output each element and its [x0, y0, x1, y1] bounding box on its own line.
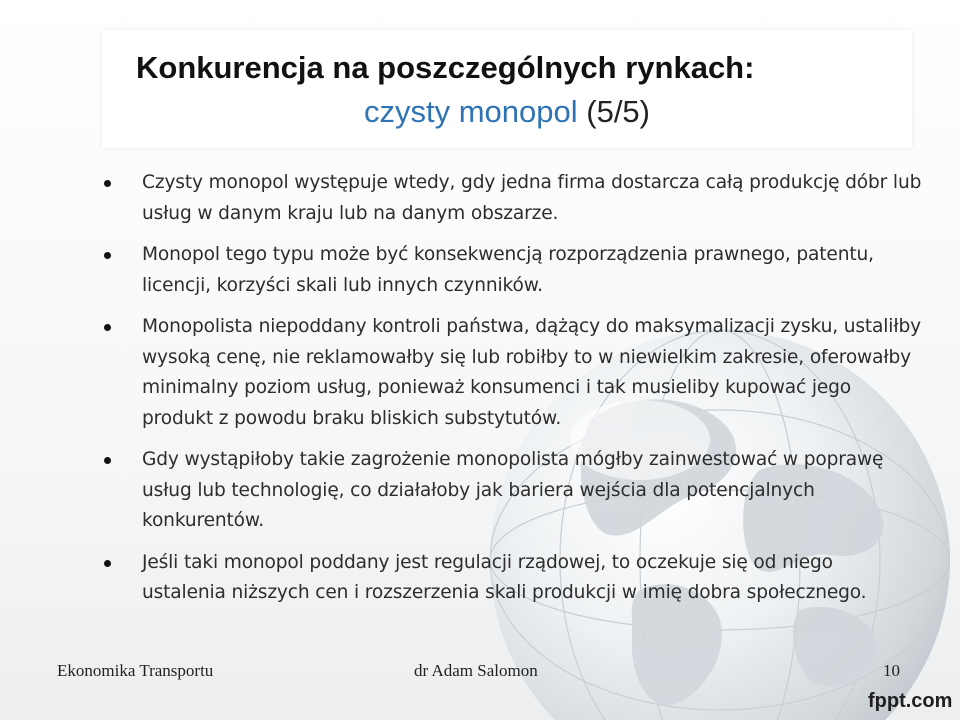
page-subtitle: [102, 94, 912, 130]
bullet-text: Gdy wystąpiłoby takie zagrożenie monopolista mógłby zainwestować w poprawę usług lub technologię, co działałoby jak bariera wejścia dla potencjalnych konkurentów.: [142, 449, 884, 531]
subtitle-counter: (5/5): [586, 94, 650, 129]
bullet-item: [102, 240, 922, 301]
footer-author: dr Adam Salomon: [414, 661, 538, 680]
page-title: Konkurencja na poszczególnych rynkach:: [136, 50, 755, 85]
bullet-list: [102, 168, 922, 620]
footer-page-number: 10: [883, 661, 900, 680]
bullet-text: Monopolista niepoddany kontroli państwa, dążący do maksymalizacji zysku, ustaliłby wysoką cenę, nie reklamowałby się lub robiłby to w niewielkim zakresie, oferowałby minimalny poziom usług, ponieważ konsumenci i tak musieliby kupować jego produkt z powodu braku bliskich substytutów.: [142, 316, 921, 429]
bullet-item: [102, 445, 922, 537]
bullet-text: Jeśli taki monopol poddany jest regulacji rządowej, to oczekuje się od niego ustalenia niższych cen i rozszerzenia skali produkcji w imię dobra społecznego.: [142, 551, 867, 603]
bullet-text: Monopol tego typu może być konsekwencją rozporządzenia prawnego, patentu, licencji, korzyści skali lub innych czynników.: [142, 244, 874, 296]
footer-course: Ekonomika Transportu: [57, 661, 214, 680]
subtitle-accent: czysty monopol: [363, 94, 578, 129]
bullet-icon: [104, 324, 111, 331]
bullet-text: Czysty monopol występuje wtedy, gdy jedna firma dostarcza całą produkcję dóbr lub usług w danym kraju lub na danym obszarze.: [142, 172, 922, 224]
bullet-item: [102, 168, 922, 229]
brand-logo: fppt.com: [868, 690, 953, 712]
bullet-icon: [104, 180, 111, 187]
title-box: [102, 30, 912, 148]
bullet-icon: [104, 252, 111, 259]
bullet-icon: [104, 560, 111, 567]
bullet-item: [102, 312, 922, 434]
bullet-icon: [104, 457, 111, 464]
bullet-item: [102, 548, 922, 609]
